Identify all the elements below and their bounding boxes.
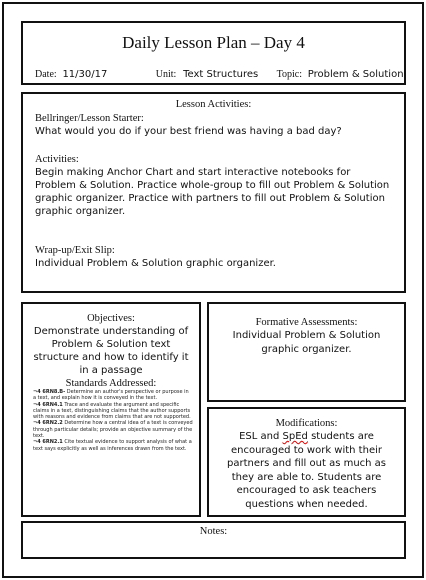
bellringer-section <box>35 112 394 138</box>
standards-heading: Standards Addressed: <box>65 378 157 389</box>
notes-box <box>21 521 406 559</box>
standard-item <box>33 439 193 452</box>
standard-code: ¬4 6RN8.B- <box>33 389 66 395</box>
lesson-activities-box <box>21 92 406 293</box>
unit-field <box>156 69 274 80</box>
standard-text: Cite textual evidence to support analysis of what a text says explicitly as well as inferences drawn from the text. <box>33 439 192 452</box>
standard-code: ¬4 6RN2.1 <box>33 439 63 446</box>
bellringer-text: What would you do if your best friend was having a bad day? <box>35 126 342 137</box>
standard-text: Determine how a central idea of a text is conveyed through particular details; provide an objective summary of the text. <box>33 420 193 440</box>
standard-code: ¬4 6RN4.1 <box>33 401 63 408</box>
activities-text: Begin making Anchor Chart and start interactive notebooks for Problem & Solution. Practice whole-group to fill out Problem & Solution graphic organizer. Practice with partners to fill out Problem & Solution graphic organizer. <box>35 167 390 217</box>
page-title: Daily Lesson Plan – Day 4 <box>122 33 305 52</box>
modifications-text-after: students are encouraged to work with their partners and fill out as much as they are able to. Students are encouraged to ask teachers questions when needed. <box>226 431 387 510</box>
objectives-text: Demonstrate understanding of Problem & Solution text structure and how to identify it in a passage <box>33 326 189 376</box>
unit-label: Unit: <box>155 69 177 80</box>
formative-text: Individual Problem & Solution graphic organizer. <box>232 330 381 355</box>
topic-value: Problem & Solution <box>307 69 404 80</box>
notes-heading: Notes: <box>199 526 228 537</box>
modifications-box <box>207 407 406 517</box>
lesson-activities-heading: Lesson Activities: <box>175 99 252 110</box>
header-box <box>21 21 406 85</box>
topic-label: Topic: <box>276 69 302 80</box>
modifications-text-before: ESL and <box>239 431 283 442</box>
standard-text: Trace and evaluate the argument and specific claims in a text, distinguishing claims that the author supports with reasons and evidence from claims that are not supported. <box>33 401 191 421</box>
wrapup-label: Wrap-up/Exit Slip: <box>35 245 115 256</box>
standard-item <box>33 420 193 439</box>
date-value: 11/30/17 <box>62 69 108 80</box>
topic-field <box>277 69 404 80</box>
sped-word: SpEd <box>282 431 308 442</box>
unit-value: Text Structures <box>183 69 259 80</box>
lesson-plan-page <box>2 2 424 578</box>
standard-text: Determine an author's perspective or purpose in a text, and explain how it is conveyed in the text. <box>33 389 189 402</box>
modifications-heading: Modifications: <box>275 418 338 429</box>
activities-label: Activities: <box>35 154 79 165</box>
date-label: Date: <box>35 69 57 80</box>
formative-assessments-box <box>207 302 406 402</box>
standard-item <box>33 402 193 421</box>
wrapup-text: Individual Problem & Solution graphic organizer. <box>35 258 276 269</box>
formative-heading: Formative Assessments: <box>255 317 358 328</box>
wrapup-section <box>35 244 394 270</box>
header-meta <box>35 69 404 80</box>
objectives-box <box>21 302 201 517</box>
standard-code: ¬4 6RN2.2 <box>33 420 63 427</box>
date-field <box>35 69 153 80</box>
modifications-text <box>219 430 394 511</box>
standard-item <box>33 389 193 402</box>
activities-section <box>35 153 394 218</box>
bellringer-label: Bellringer/Lesson Starter: <box>35 113 144 124</box>
objectives-heading: Objectives: <box>87 313 135 324</box>
